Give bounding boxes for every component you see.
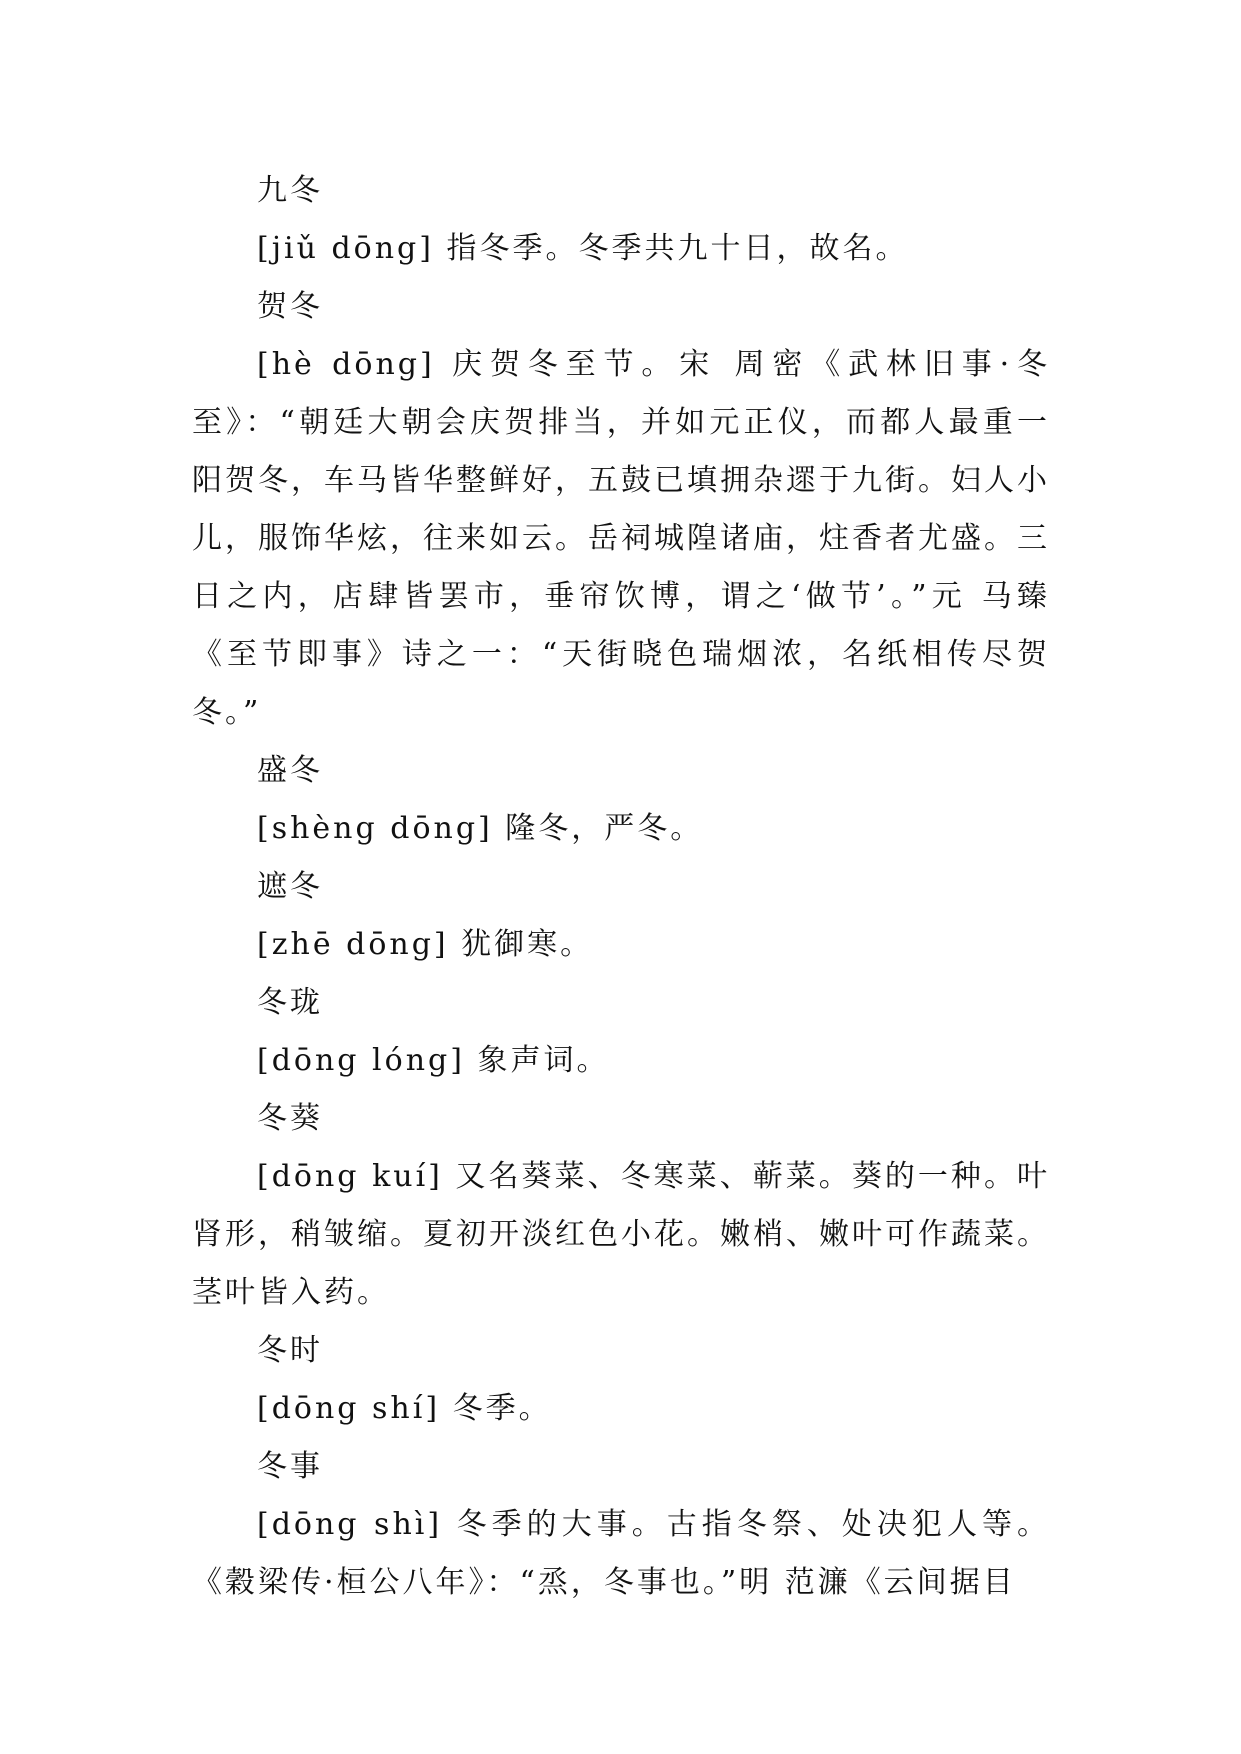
entry-word: 冬事 [257, 1449, 323, 1484]
entry-definition: [dōng lóng] 象声词。 [257, 1043, 610, 1078]
dictionary-entries [192, 162, 1050, 1612]
entry-word: 贺冬 [257, 289, 323, 324]
entry-definition: [zhē dōng] 犹御寒。 [257, 927, 594, 962]
entry-definition: [dōng shí] 冬季。 [257, 1391, 552, 1426]
entry-definition: [dōng shì] 冬季的大事。古指冬祭、处决犯人等。《穀梁传·桓公八年》：“烝，冬事也。”明 范濂《云间据目 [192, 1507, 1050, 1600]
entry-word: 冬葵 [257, 1101, 323, 1136]
entry-word: 冬时 [257, 1333, 323, 1368]
entry-definition: [dōng kuí] 又名葵菜、冬寒菜、蕲菜。葵的一种。叶肾形，稍皱缩。夏初开淡红色小花。嫩梢、嫩叶可作蔬菜。茎叶皆入药。 [192, 1159, 1050, 1310]
entry-word: 盛冬 [257, 753, 323, 788]
entry-word: 九冬 [257, 173, 323, 208]
entry-definition: [shèng dōng] 隆冬，严冬。 [257, 811, 704, 846]
entry-definition: [jiǔ dōng] 指冬季。冬季共九十日，故名。 [257, 231, 909, 266]
entry-word: 冬珑 [257, 985, 323, 1020]
entry-word: 遮冬 [257, 869, 323, 904]
entry-definition: [hè dōng] 庆贺冬至节。宋 周密《武林旧事·冬至》：“朝廷大朝会庆贺排当，并如元正仪，而都人最重一阳贺冬，车马皆华整鲜好，五鼓已填拥杂遝于九街。妇人小儿，服饰华炫，往来如云。岳祠城隍诸庙，炷香者尤盛。三日之内，店肆皆罢市，垂帘饮博，谓之‘做节’。”元 马臻《至节即事》诗之一：“天街晓色瑞烟浓，名纸相传尽贺冬。” [192, 347, 1050, 730]
